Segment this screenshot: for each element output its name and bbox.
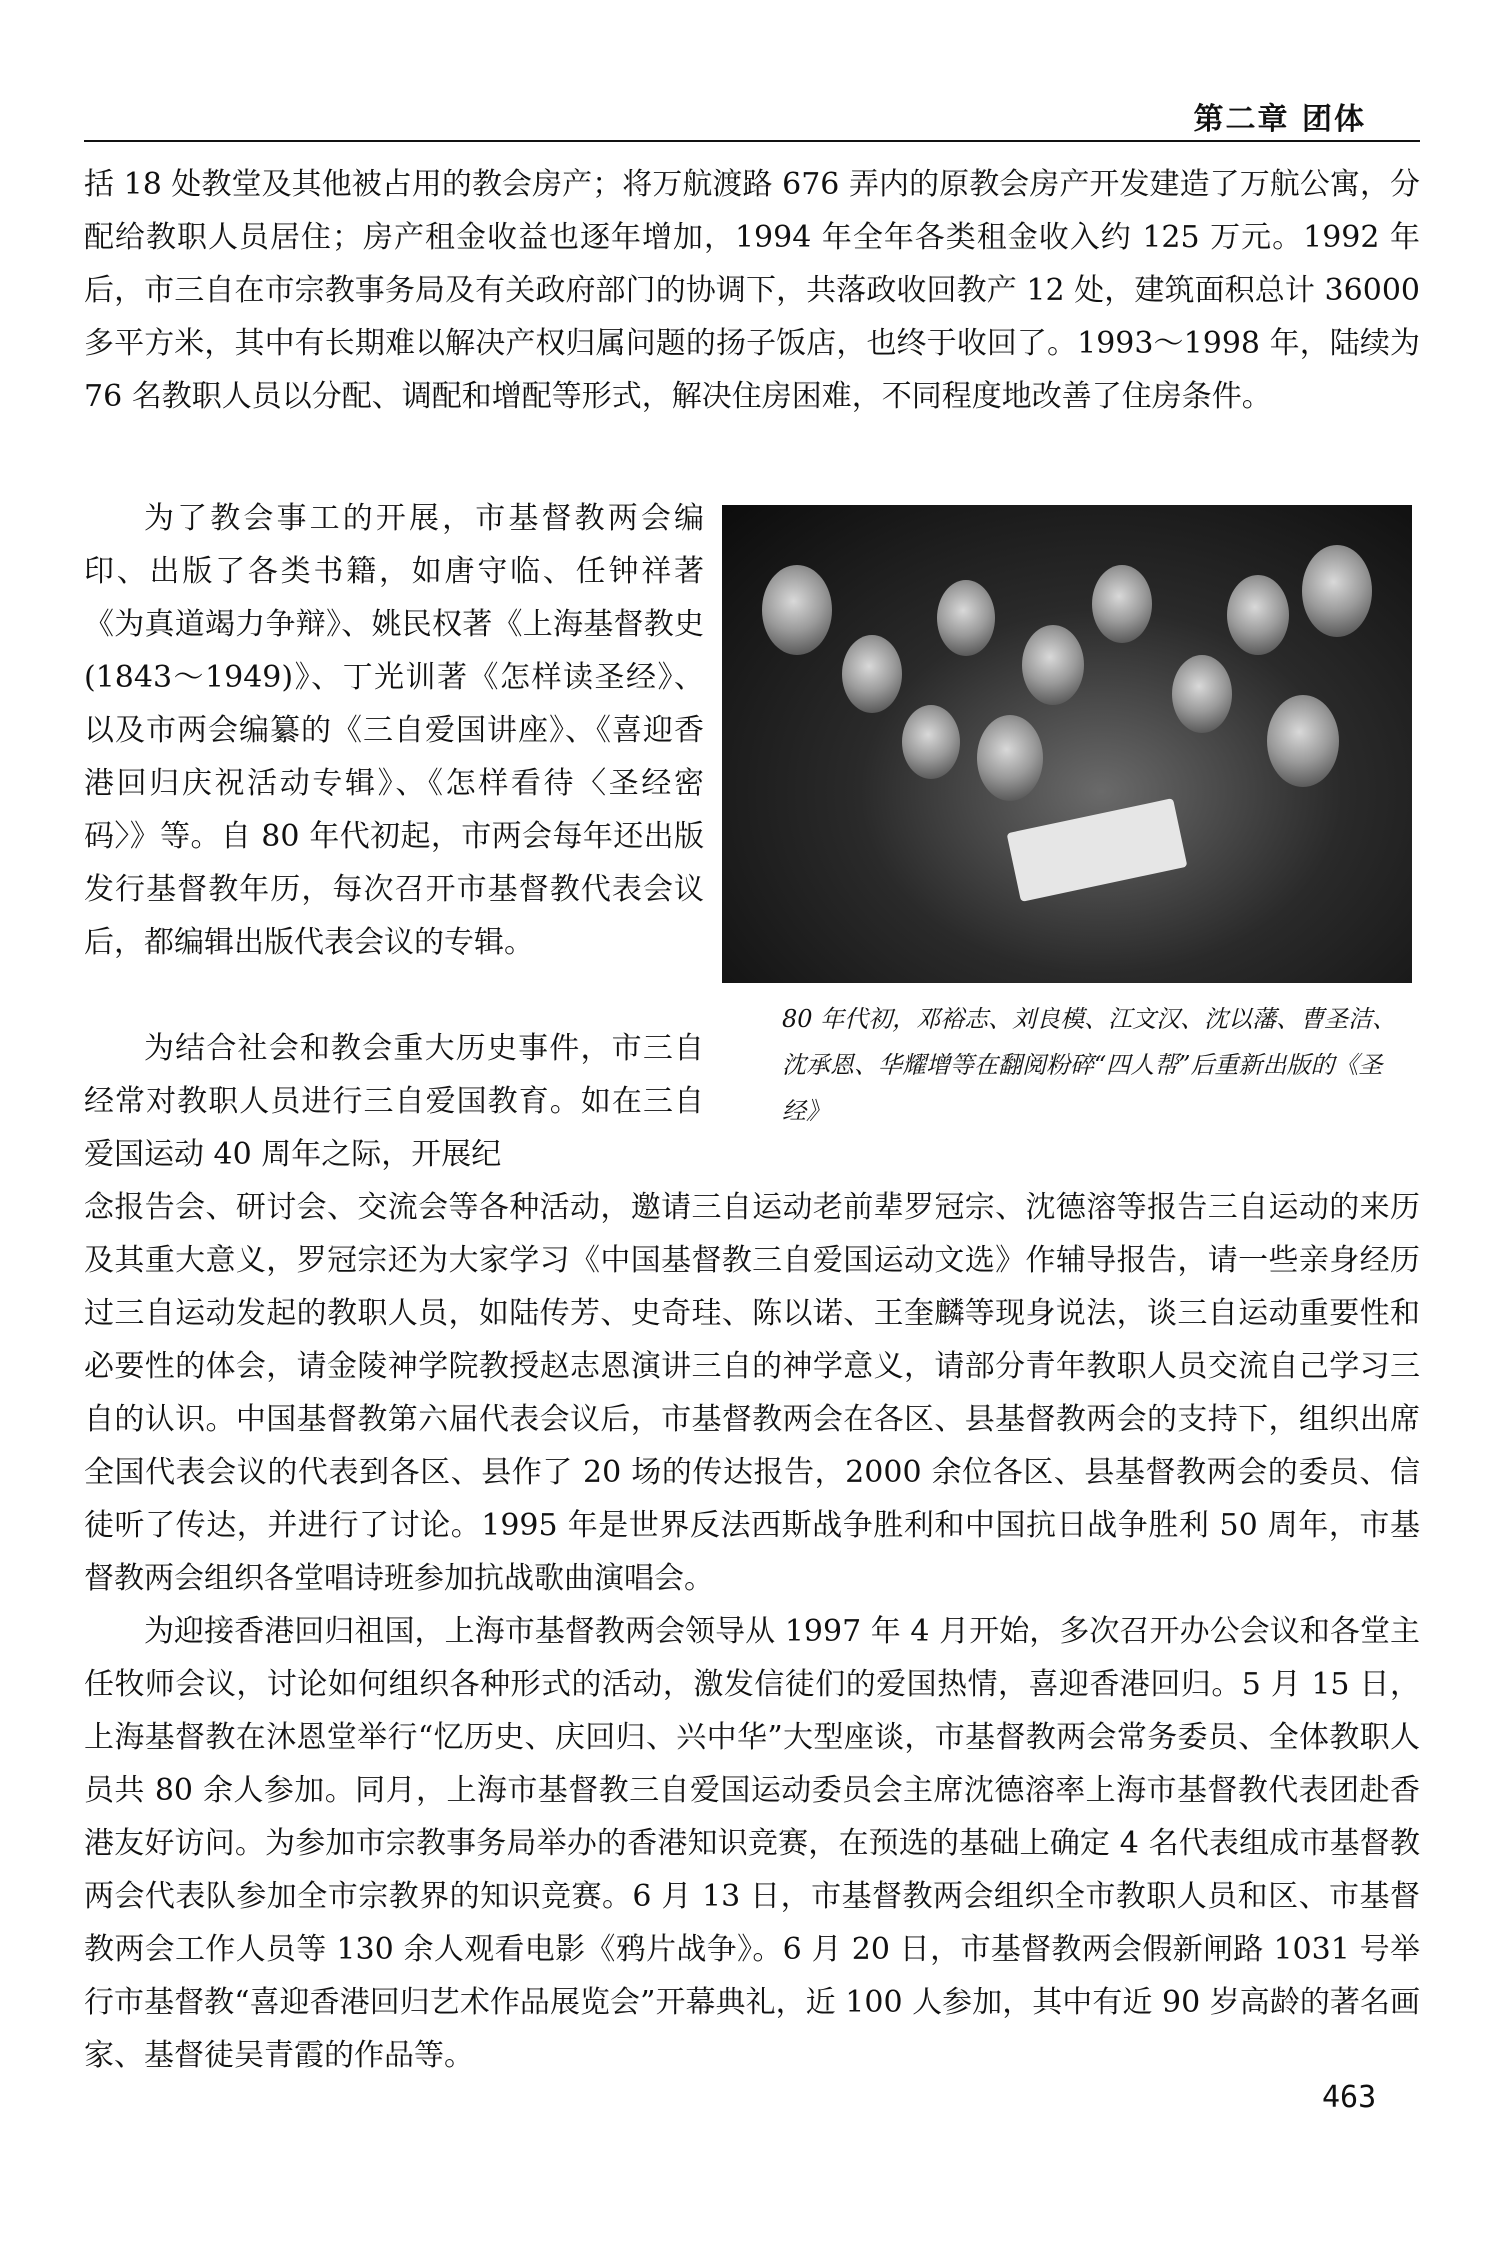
paragraph-education: 念报告会、研讨会、交流会等各种活动，邀请三自运动老前辈罗冠宗、沈德溶等报告三自运动的来历及其重大意义，罗冠宗还为大家学习《中国基督教三自爱国运动文选》作辅导报告，请一些亲身经历过三自运动发起的教职人员，如陆传芳、史奇珪、陈以诺、王奎麟等现身说法，谈三自运动重要性和必要性的体会，请金陵神学院教授赵志恩演讲三自的神学意义，请部分青年教职人员交流自己学习三自的认识。中国基督教第六届代表会议后，市基督教两会在各区、县基督教两会的支持下，组织出席全国代表会议的代表到各区、县作了 20 场的传达报告，2000 余位各区、县基督教两会的委员、信徒听了传达，并进行了讨论。1995 年是世界反法西斯战争胜利和中国抗日战争胜利 50 周年，市基督教两会组织各堂唱诗班参加抗战歌曲演唱会。 xyxy=(84,1190,1420,1596)
historical-photo xyxy=(722,505,1412,983)
page-number: 463 xyxy=(1322,2080,1377,2115)
paragraph-education-intro: 为结合社会和教会重大历史事件，市三自经常对教职人员进行三自爱国教育。如在三自爱国运动 40 周年之际，开展纪 xyxy=(84,1031,704,1172)
page-header xyxy=(84,88,1420,142)
paragraph-hongkong-return: 为迎接香港回归祖国，上海市基督教两会领导从 1997 年 4 月开始，多次召开办公会议和各堂主任牧师会议，讨论如何组织各种形式的活动，激发信徒们的爱国热情，喜迎香港回归。5 月 15 日，上海基督教在沐恩堂举行“忆历史、庆回归、兴中华”大型座谈，市基督教两会常务委员、全体教职人员共 80 余人参加。同月，上海市基督教三自爱国运动委员会主席沈德溶率上海市基督教代表团赴香港友好访问。为参加市宗教事务局举办的香港知识竞赛，在预选的基础上确定 4 名代表组成市基督教两会代表队参加全市宗教界的知识竞赛。6 月 13 日，市基督教两会组织全市教职人员和区、市基督教两会工作人员等 130 余人观看电影《鸦片战争》。6 月 20 日，市基督教两会假新闸路 1031 号举行市基督教“喜迎香港回归艺术作品展览会”开幕典礼，近 100 人参加，其中有近 90 岁高龄的著名画家、基督徒吴青霞的作品等。 xyxy=(84,1614,1420,2073)
paragraph-housing: 括 18 处教堂及其他被占用的教会房产；将万航渡路 676 弄内的原教会房产开发建造了万航公寓，分配给教职人员居住；房产租金收益也逐年增加，1994 年全年各类租金收入约 125 万元。1992 年后，市三自在市宗教事务局及有关政府部门的协调下，共落政收回教产 12 处，建筑面积总计 36000 多平方米，其中有长期难以解决产权归属问题的扬子饭店，也终于收回了。1993～1998 年，陆续为 76 名教职人员以分配、调配和增配等形式，解决住房困难，不同程度地改善了住房条件。 xyxy=(84,167,1420,414)
paragraph-publications: 为了教会事工的开展，市基督教两会编印、出版了各类书籍，如唐守临、任钟祥著《为真道竭力争辩》、姚民权著《上海基督教史(1843～1949)》、丁光训著《怎样读圣经》、以及市两会编纂的《三自爱国讲座》、《喜迎香港回归庆祝活动专辑》、《怎样看待〈圣经密码〉》等。自 80 年代初起，市两会每年还出版发行基督教年历，每次召开市基督教代表会议后，都编辑出版代表会议的专辑。 xyxy=(84,501,704,960)
photo-caption: 80 年代初，邓裕志、刘良模、江文汉、沈以藩、曹圣洁、沈承恩、华耀增等在翻阅粉碎“四人帮”后重新出版的《圣经》 xyxy=(782,1005,1397,1125)
chapter-title: 第二章 团体 xyxy=(1193,102,1366,137)
